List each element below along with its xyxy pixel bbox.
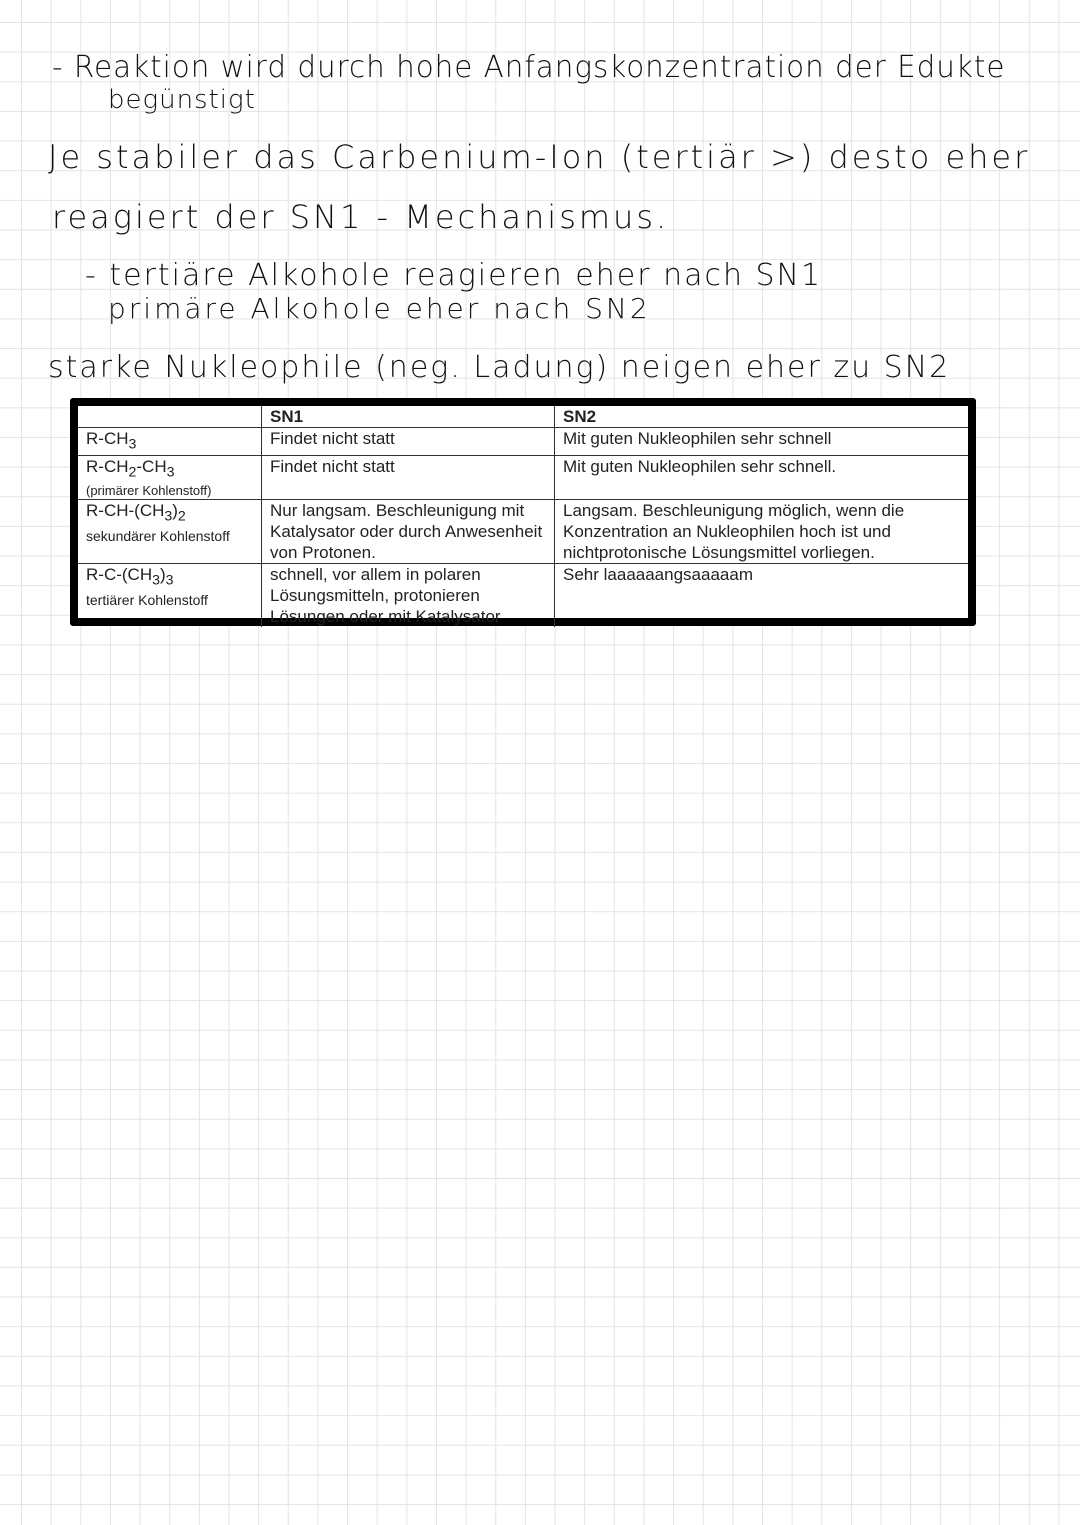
header-sn1: SN1 xyxy=(262,406,555,427)
carbon-type: tertiärer Kohlenstoff xyxy=(86,591,208,608)
sn2-cell: Mit guten Nukleophilen sehr schnell. xyxy=(555,455,969,499)
sn2-cell: Langsam. Beschleunigung möglich, wenn die Konzentration an Nukleophilen hoch ist und nichtprotonische Lösungsmittel vorliegen. xyxy=(555,500,969,564)
sn1-cell: schnell, vor allem in polaren Lösungsmitteln, protonieren Lösungen oder mit Katalysator xyxy=(262,564,555,628)
formula-cell: $R-C-(CH_3)_3$ tertiärer Kohlenstoff xyxy=(78,564,262,628)
carbon-type: sekundärer Kohlenstoff xyxy=(86,527,230,544)
sn1-cell: Nur langsam. Beschleunigung mit Katalysator oder durch Anwesenheit von Protonen. xyxy=(262,500,555,564)
table-row xyxy=(78,500,968,564)
note-line-6: starke Nukleophile (neg. Ladung) neigen eher zu SN2 xyxy=(48,350,951,385)
table-row xyxy=(78,427,968,455)
note-line-4: - tertiäre Alkohole reagieren eher nach SN1 xyxy=(85,258,823,293)
note-line-1: - Reaktion wird durch hohe Anfangskonzentration der Edukte xyxy=(52,50,1006,85)
formula-cell: $R-CH-(CH_3)_2$ sekundärer Kohlenstoff xyxy=(78,500,262,564)
sn2-cell: Mit guten Nukleophilen sehr schnell xyxy=(555,427,969,455)
sn1-cell: Findet nicht statt xyxy=(262,455,555,499)
header-empty xyxy=(78,406,262,427)
table-row xyxy=(78,564,968,628)
note-line-1b: begünstigt xyxy=(108,85,256,115)
carbon-type: (primärer Kohlenstoff) xyxy=(86,483,212,499)
formula-cell: $R-CH_2-CH_3$ (primärer Kohlenstoff) xyxy=(78,455,262,499)
formula-cell: $R-CH_3$ xyxy=(78,427,262,455)
sn2-cell: Sehr laaaaaangsaaaaam xyxy=(555,564,969,628)
note-line-2: Je stabiler das Carbenium-Ion (tertiär >) desto eher xyxy=(48,138,1031,176)
note-line-3: reagiert der SN1 - Mechanismus. xyxy=(52,198,670,236)
header-sn2: SN2 xyxy=(555,406,969,427)
note-line-5: primäre Alkohole eher nach SN2 xyxy=(108,292,651,325)
sn1-sn2-comparison-table xyxy=(70,398,976,626)
sn1-cell: Findet nicht statt xyxy=(262,427,555,455)
table-row xyxy=(78,455,968,499)
